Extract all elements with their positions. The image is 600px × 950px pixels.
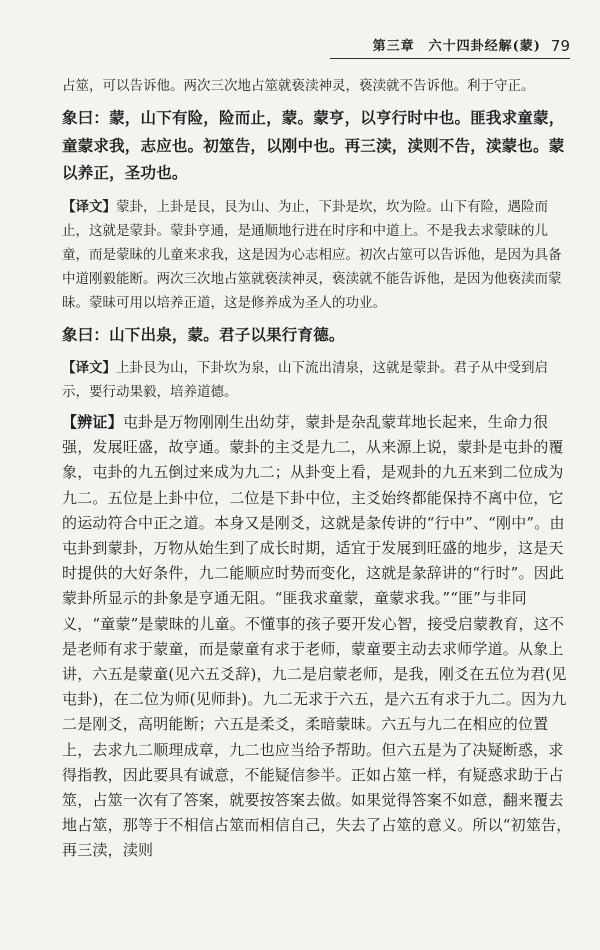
translation-text: 上卦艮为山，下卦坎为泉，山下流出清泉，这就是蒙卦。君子从中受到启示，要行动果毅，培养道德。 xyxy=(62,360,548,400)
xiang-commentary: 象曰：山下出泉，蒙。君子以果行育德。 xyxy=(62,324,345,344)
translation-xiang xyxy=(62,356,572,404)
intro-continuation: 占筮，可以告诉他。两次三次地占筮就亵渎神灵，亵渎就不告诉他。利于守正。 xyxy=(62,78,535,94)
translation-text: 蒙卦，上卦是艮，艮为山、为止，下卦是坎，坎为险。山下有险，遇险而止，这就是蒙卦。蒙卦亨通，是通顺地行进在时序和中道上。不是我去求蒙昧的儿童，而是蒙昧的儿童来求我，这是因为心志相应。初次占筮可以告诉他，是因为具备中道刚毅能断。两次三次地占筮就亵渎神灵，亵渎就不能告诉他，是因为他亵渎而蒙昧。蒙昧可用以培养正道，这是修养成为圣人的功业。 xyxy=(62,198,562,311)
tuan-commentary: 象曰：蒙，山下有险，险而止，蒙。蒙亨，以亨行时中也。匪我求童蒙，童蒙求我，志应也。初筮告，以刚中也。再三渎，渎则不告，渎蒙也。蒙以养正，圣功也。 xyxy=(62,108,565,182)
translation-tuan xyxy=(62,195,572,315)
analysis-text: 屯卦是万物刚刚生出幼芽，蒙卦是杂乱蒙茸地长起来，生命力很强，发展旺盛，故亨通。蒙卦的主爻是九二，从来源上说，蒙卦是屯卦的覆象，屯卦的九五倒过来成为九二；从卦变上看，是观卦的九五来到二位成为九二。五位是上卦中位，二位是下卦中位，主爻始终都能保持不离中位，它的运动符合中正之道。本身又是刚爻，这就是彖传讲的“行中”、“刚中”。由屯卦到蒙卦，万物从始生到了成长时期，适宜于发展到旺盛的地步，这是天时提供的大好条件，九二能顺应时势而变化，这就是彖辞讲的“行时”。因此蒙卦所显示的卦象是亨通无阻。“匪我求童蒙，童蒙求我。”“匪”与非同义，“童蒙”是蒙昧的儿童。不懂事的孩子要开发心智，接受启蒙教育，这不是老师有求于蒙童，而是蒙童有求于老师，蒙童要主动去求师学道。从象上讲，六五是蒙童(见六五爻辞)，九二是启蒙老师，是我，刚爻在五位为君(见屯卦)，在二位为师(见师卦)。九二无求于六五，是六五有求于九二。因为九二是刚爻，高明能断；六五是柔爻，柔暗蒙昧。六五与九二在相应的位置上，去求九二顺理成章，九二也应当给予帮助。但六五是为了决疑断惑，求得指教，因此要具有诚意，不能疑信参半。正如占筮一样，有疑惑求助于占筮，占筮一次有了答案，就要按答案去做。如果觉得答案不如意，翻来覆去地占筮，那等于不相信占筮而相信自己，失去了占筮的意义。所以“初筮告，再三渎，渎则 xyxy=(62,413,572,860)
body-text xyxy=(62,74,572,864)
translation-tag: 【译文】 xyxy=(62,198,116,215)
analysis-tag: 【辨证】 xyxy=(62,413,123,431)
running-header xyxy=(330,30,570,59)
page-number: 79 xyxy=(550,37,570,55)
translation-tag: 【译文】 xyxy=(62,360,116,376)
chapter-title: 第三章 六十四卦经解(蒙) xyxy=(372,39,541,54)
analysis-section xyxy=(62,410,572,864)
